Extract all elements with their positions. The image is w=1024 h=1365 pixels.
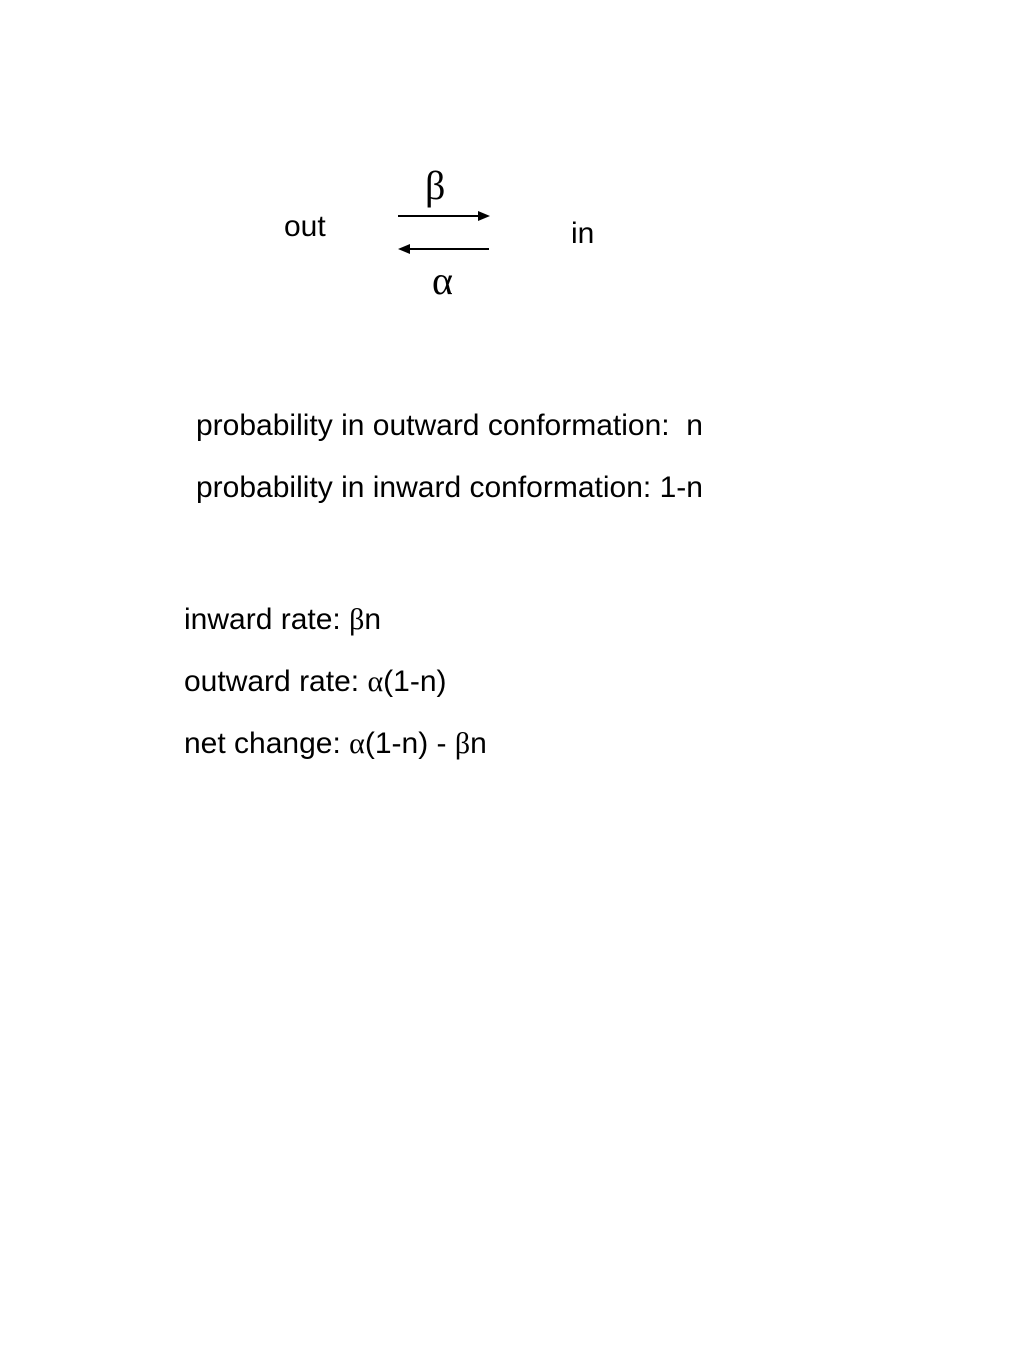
prob-outward-line [196,411,703,441]
net-change-beta: β [454,727,471,760]
prob-inward-label: probability in inward conformation: [196,471,652,504]
net-change-line [184,729,487,759]
forward-arrow-head [478,211,490,221]
backward-arrow-head [398,244,410,254]
state-out-label: out [284,210,326,243]
prob-inward-value: 1-n [659,471,703,504]
prob-outward-value: n [686,409,703,442]
state-in-label: in [571,217,595,250]
outward-rate-label: outward rate: [184,665,360,698]
outward-rate-expr: (1-n) [383,665,447,698]
inward-rate-n: n [364,603,382,636]
forward-rate-beta: β [425,163,446,208]
reaction-arrows [390,200,500,260]
inward-rate-label: inward rate: [184,603,341,636]
prob-inward-line [196,473,703,503]
net-change-alpha: α [349,727,365,760]
outward-rate-alpha: α [367,665,384,698]
net-change-label: net change: [184,727,341,760]
inward-rate-beta: β [349,603,365,636]
outward-rate-line [184,667,447,697]
inward-rate-line [184,605,381,635]
backward-rate-alpha: α [432,258,453,303]
net-change-mid: (1-n) - [364,727,455,760]
prob-outward-label: probability in outward conformation: [196,409,670,442]
net-change-n: n [470,727,487,760]
